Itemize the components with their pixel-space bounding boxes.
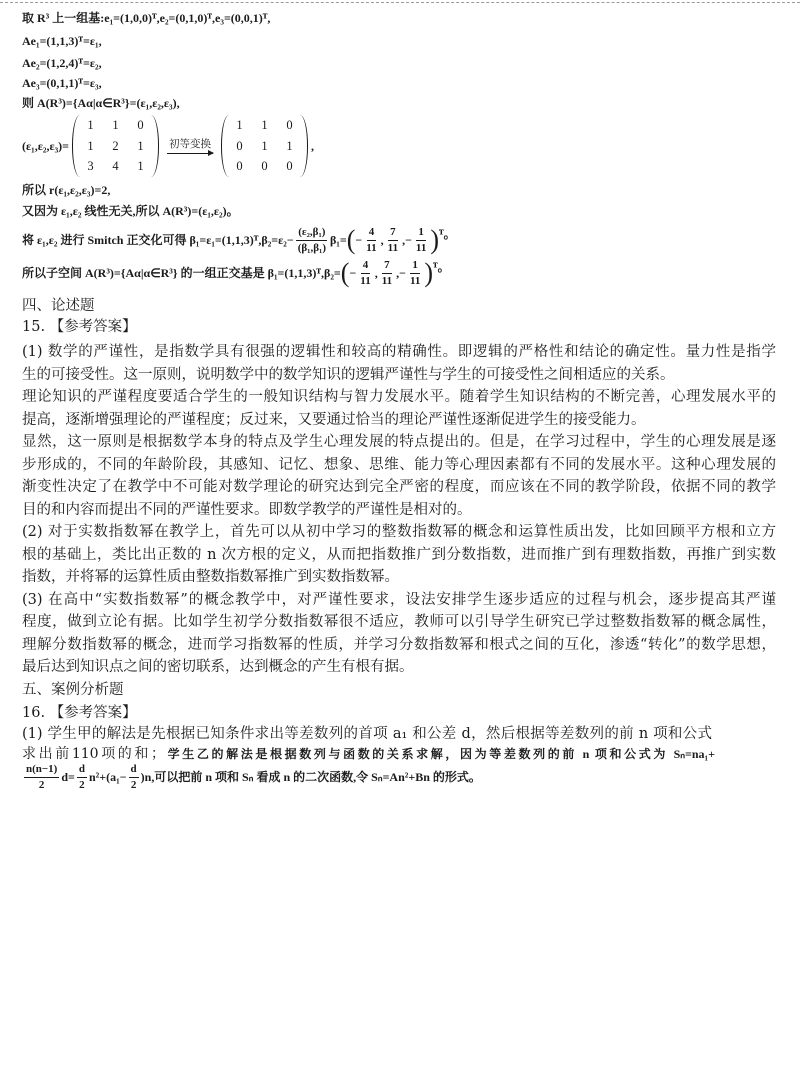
vector-close-paren: ) — [430, 224, 439, 255]
vector-open-paren: ( — [346, 224, 356, 255]
formula-text: n²+(a₁− — [88, 770, 127, 784]
sum-formula-line — [22, 762, 481, 792]
component-sign: − — [355, 233, 363, 247]
fraction-denominator: 11 — [409, 274, 421, 287]
vector-component — [364, 226, 378, 255]
matrix-cell: 1 — [236, 118, 243, 132]
text-line: (3) 在高中“实数指数幂”的概念教学中，对严谨性要求，设法安排学生逐步适应的过程与机会，逐步提高其严谨 — [22, 591, 776, 608]
text-line: 步形成的，不同的年龄阶段，其感知、记忆、想象、思维、能力等心理因素都有不同的发展水平。这种心理发展的 — [22, 456, 776, 473]
conclusion-prefix: 所以子空间 A(R³)={Aα|α∈R³} 的一组正交基是 β₁=(1,1,3)ᵀ,β₂= — [22, 266, 341, 280]
image-line-1: Ae₁=(1,1,3)ᵀ=ε₁, — [22, 34, 102, 48]
fraction-denominator: 2 — [38, 778, 45, 791]
right-arrow-icon — [167, 153, 213, 154]
gram-schmidt-middle: β₁= — [329, 233, 347, 247]
matrix-cell: 0 — [236, 159, 243, 173]
section-heading: 五、案例分析题 — [22, 682, 124, 698]
projection-coefficient — [296, 226, 328, 255]
matrix-cell: 4 — [112, 159, 119, 173]
fraction-numerator: 7 — [382, 259, 392, 274]
fraction-numerator: 7 — [388, 226, 398, 241]
fraction-denominator: 2 — [130, 778, 137, 791]
gram-schmidt-prefix: 将 ε₁,ε₂ 进行 Smitch 正交化可得 β₁=ε₁=(1,1,3)ᵀ,β₂=ε₂− — [22, 233, 294, 247]
formula-fraction — [24, 763, 59, 792]
component-separator: , — [380, 233, 384, 247]
fraction-numerator: 4 — [361, 259, 371, 274]
text-line: 渐变性决定了在教学中不可能对数学理论的研究达到完全严密的程度，而应该在不同的教学阶段，依据不同的教学 — [22, 479, 776, 495]
text-line: 生的可接受性。这一原则，说明数学中的数学知识的逻辑严谨性与学生的可接受性之间相适应的关系。 — [22, 366, 675, 383]
formula-text: d= — [61, 770, 75, 784]
original-matrix — [72, 115, 159, 177]
answer-label: 15. 【参考答案】 — [22, 319, 137, 335]
matrix-cell: 0 — [261, 159, 268, 173]
rank-line: 所以 r(ε₁,ε₂,ε₃)=2, — [22, 183, 111, 197]
matrix-cell: 1 — [112, 118, 119, 132]
text-line: 程度，做到立论有据。比如学生初学分数指数幂很不适应，教师可以引导学生研究已学过整数指数幂的概念属性， — [22, 614, 776, 630]
vector-component — [358, 259, 372, 288]
text-line: 提高，逐渐增强理论的严谨程度；反过来，又要通过恰当的理论严谨性逐渐促进学生的接受能力。 — [22, 411, 646, 428]
text-line: 目的和内容而提出不同的严谨性要求。即数学教学的严谨性是相对的。 — [22, 501, 472, 518]
component-separator: ,− — [402, 233, 412, 247]
arrow-label: 初等变换 — [169, 138, 212, 150]
matrix-cell: 0 — [286, 118, 293, 132]
fraction-denominator: 11 — [381, 274, 393, 287]
text-line: 最后达到知识点之间的密切联系，达到概念的产生有根有据。 — [22, 659, 414, 675]
basis-line: 取 R³ 上一组基:e₁=(1,0,0)ᵀ,e₂=(0,1,0)ᵀ,e₃=(0,0,1)ᵀ, — [22, 11, 271, 25]
conclusion-suffix: ᵀ。 — [433, 260, 450, 274]
matrix-cell: 2 — [112, 138, 119, 153]
image-line-3: Ae₃=(0,1,1)ᵀ=ε₃, — [22, 76, 102, 90]
matrix-cell: 0 — [137, 118, 144, 132]
fraction-denominator: 2 — [79, 778, 85, 791]
range-line: 则 A(R³)={Aα|α∈R³}=(ε₁,ε₂,ε₃), — [22, 96, 180, 110]
component-sign: − — [349, 266, 357, 280]
formula-fraction — [129, 763, 139, 792]
text-line: 根的基础上，类比出正数的 n 次方根的定义，从而把指数推广到分数指数，进而推广到有理数指数，再推广到实数 — [22, 546, 776, 563]
fraction-numerator: 4 — [367, 226, 377, 241]
matrix-cell: 1 — [137, 159, 144, 173]
fraction-denominator: 11 — [360, 274, 371, 287]
text-segment: 学生乙的解法是根据数列与函数的关系求解，因为等差数列的前 n 项和公式为 Sₙ=na₁+ — [165, 747, 715, 761]
section-heading: 四、论述题 — [22, 298, 95, 314]
vector-component — [408, 259, 422, 288]
matrix-cell: 0 — [286, 159, 293, 173]
fraction-denominator: 11 — [366, 241, 377, 254]
matrix-cell: 1 — [87, 118, 94, 132]
matrix-cell: 1 — [87, 138, 94, 153]
independence-line: 又因为 ε₁,ε₂ 线性无关,所以 A(R³)=(ε₁,ε₂)。 — [22, 204, 239, 218]
text-line: (1) 数学的严谨性，是指数学具有很强的逻辑性和较高的精确性。即逻辑的严格性和结论的确定性。量力性是指学 — [22, 344, 776, 360]
vector-component — [386, 226, 400, 255]
fraction-numerator: (ε₂,β₁) — [296, 226, 327, 241]
matrix-cell: 1 — [261, 138, 268, 153]
reduced-matrix — [221, 115, 308, 177]
fraction-denominator: 11 — [387, 241, 399, 254]
fraction-numerator: d — [129, 763, 139, 778]
component-separator: ,− — [396, 266, 406, 280]
row-reduction-line — [22, 114, 314, 178]
text-line: 理论知识的严谨程度要适合学生的一般知识结构与智力发展水平。随着学生知识结构的不断完善，心理发展水平的 — [22, 389, 776, 405]
text-line: 显然，这一原则是根据数学本身的特点及学生心理发展的特点提出的。但是，在学习过程中，学生的心理发展是逐 — [22, 434, 776, 450]
matrix-cell: 1 — [261, 118, 268, 132]
row-operation-arrow — [164, 138, 216, 154]
fraction-numerator: 1 — [410, 259, 420, 274]
top-dashed-rule — [0, 2, 800, 3]
orthogonal-basis-line — [22, 257, 450, 289]
vector-open-paren: ( — [340, 257, 350, 288]
text-line: 理解分数指数幂的概念，进而学习指数幂的性质，并学习分数指数幂和根式之间的互化，渗透“转化”的数学思想， — [22, 636, 776, 653]
essay-answer — [22, 341, 776, 679]
text-line: 指数，并将幂的运算性质由整数指数幂推广到实数指数幂。 — [22, 569, 399, 585]
matrix-cell: 0 — [236, 138, 243, 153]
fraction-numerator: 1 — [416, 226, 426, 241]
vector-close-paren: ) — [424, 257, 434, 288]
fraction-numerator: d — [77, 763, 87, 778]
matrix-cell: 3 — [87, 159, 94, 173]
text-line: (2) 对于实数指数幂在教学上，首先可以从初中学习的整数指数幂的概念和运算性质出发，比如回顾平方根和立方 — [22, 524, 776, 540]
vector-component — [414, 226, 428, 255]
answer-label: 16. 【参考答案】 — [22, 705, 137, 721]
text-line: (1) 学生甲的解法是先根据已知条件求出等差数列的首项 a₁ 和公差 d，然后根据等差数列的前 n 项和公式 — [22, 726, 712, 742]
fraction-numerator: n(n−1) — [24, 763, 59, 778]
formula-fraction — [77, 763, 87, 792]
formula-tail: )n,可以把前 n 项和 Sₙ 看成 n 的二次函数,令 Sₙ=An²+Bn 的形式。 — [140, 770, 481, 784]
matrix-suffix: , — [311, 138, 315, 153]
matrix-cell: 1 — [137, 138, 144, 153]
image-line-2: Ae₂=(1,2,4)ᵀ=ε₂, — [22, 56, 102, 70]
vector-component — [380, 259, 394, 288]
component-separator: , — [374, 266, 378, 280]
matrix-cell: 1 — [286, 138, 293, 153]
text-segment: 求出前110项的和； — [22, 746, 166, 762]
gram-schmidt-suffix: ᵀ。 — [439, 227, 456, 241]
matrix-lhs: (ε₁,ε₂,ε₃)= — [22, 138, 70, 153]
fraction-denominator: (β₁,β₁) — [297, 241, 326, 254]
gram-schmidt-line — [22, 224, 456, 256]
text-line — [22, 743, 715, 762]
fraction-denominator: 11 — [415, 241, 427, 254]
